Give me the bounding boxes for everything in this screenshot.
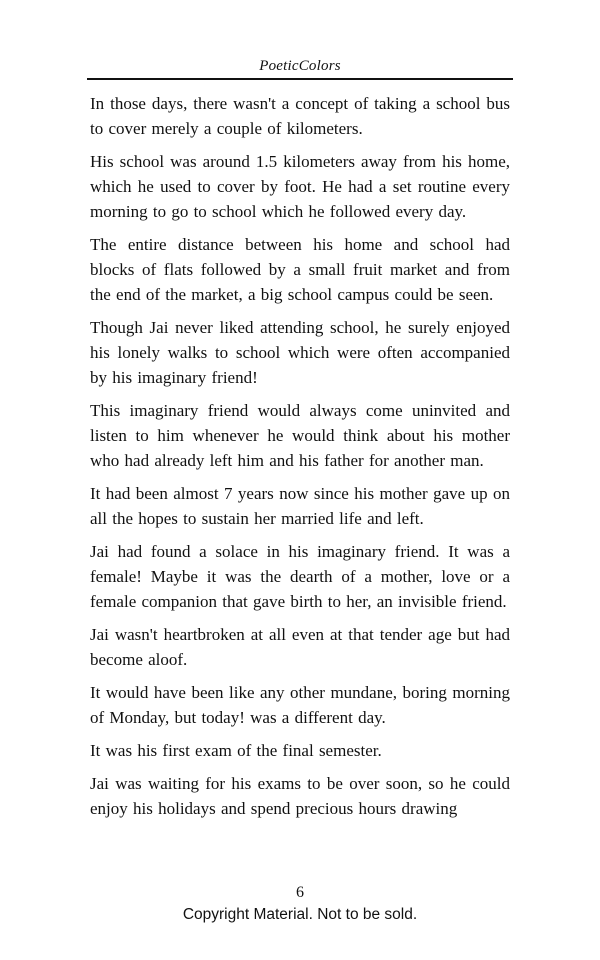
paragraph: Jai wasn't heartbroken at all even at that tender age but had become aloof. [90, 625, 510, 669]
page-number: 6 [296, 884, 304, 901]
page-body [90, 91, 510, 821]
running-header [88, 0, 512, 75]
page-footer [0, 883, 600, 925]
book-title: PoeticColors [259, 58, 341, 74]
paragraph: Though Jai never liked attending school, he surely enjoyed his lonely walks to school which were often accompanied by his imaginary friend! [90, 318, 510, 387]
paragraph: It was his first exam of the final semester. [90, 741, 382, 760]
paragraph: His school was around 1.5 kilometers away from his home, which he used to cover by foot. He had a set routine every morning to go to school which he followed every day. [90, 152, 510, 221]
paragraph: This imaginary friend would always come uninvited and listen to him whenever he would think about his mother who had already left him and his father for another man. [90, 401, 510, 470]
paragraph: It had been almost 7 years now since his mother gave up on all the hopes to sustain her married life and left. [90, 484, 510, 528]
copyright-notice: Copyright Material. Not to be sold. [182, 906, 418, 923]
paragraph: Jai had found a solace in his imaginary friend. It was a female! Maybe it was the dearth of a mother, love or a female companion that gave birth to her, an invisible friend. [90, 542, 510, 611]
paragraph: Jai was waiting for his exams to be over soon, so he could enjoy his holidays and spend precious hours drawing [90, 774, 510, 818]
header-rule [87, 78, 513, 80]
paragraph: The entire distance between his home and school had blocks of flats followed by a small fruit market and from the end of the market, a big school campus could be seen. [90, 235, 510, 304]
paragraph: In those days, there wasn't a concept of taking a school bus to cover merely a couple of kilometers. [90, 94, 510, 138]
paragraph: It would have been like any other mundane, boring morning of Monday, but today! was a different day. [90, 683, 510, 727]
